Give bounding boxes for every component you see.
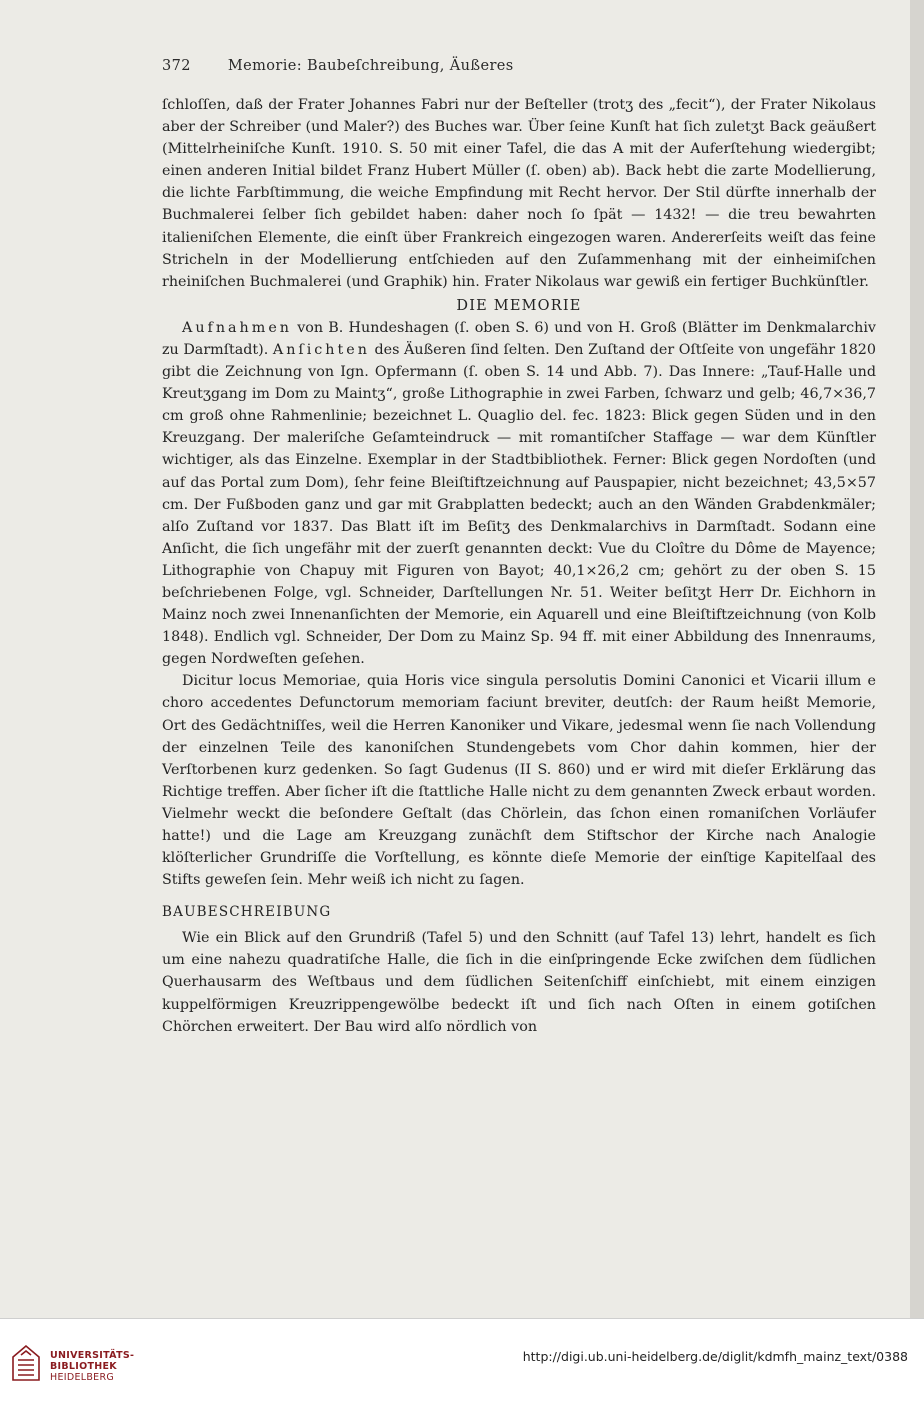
paragraph-3: Dicitur locus Memoriae, quia Horis vice singula persolutis Domini Canonici et Vicarii illum e choro accedentes Defunctorum memoriam faciunt breviter, deutſch: der Raum heißt Memorie, Ort des Gedächtniſſes, weil die Herren Kanoniker und Vikare, jedesmal wenn ſie nach Vollendung der einzelnen Teile des kanoniſchen Stundengebets vom Chor dahin kommen, hier der Verſtorbenen kurz gedenken. So ſagt Gudenus (II S. 860) und er wird mit dieſer Erklärung das Richtige treffen. Aber ſicher iſt die ſtattliche Halle nicht zu dem genannten Zweck erbaut worden. Vielmehr weckt die beſondere Geſtalt (das Chörlein, das ſchon einen romaniſchen Vorläufer hatte!) und die Lage am Kreuzgang zunächſt dem Stiftschor der Kirche nach Analogie klöſterlicher Grundriſſe die Vorſtellung, es könnte dieſe Memorie der einſtige Kapitelſaal des Stifts geweſen ſein. Mehr weiß ich nicht zu ſagen. bbox=[162, 673, 876, 889]
library-name bbox=[50, 1350, 134, 1383]
spaced-word-ansichten: Anſichten bbox=[272, 341, 370, 358]
library-name-line-3: HEIDELBERG bbox=[50, 1372, 115, 1383]
library-name-line-1: UNIVERSITÄTS- bbox=[50, 1350, 135, 1361]
running-title: Memorie: Baubeſchreibung, Äußeres bbox=[227, 58, 514, 74]
paragraph-2-part-a: von B. Hundeshagen (ſ. oben S. 6) und von H. Groß (Blätter im Denkmalarchiv zu Darmſtadt). bbox=[162, 319, 876, 358]
body-text bbox=[162, 94, 876, 1038]
paragraph-4: Wie ein Blick auf den Grundriß (Tafel 5) und den Schnitt (auf Tafel 13) lehrt, handelt es ſich um eine nahezu quadratiſche Halle, die ſich in die einſpringende Ecke zwiſchen dem ſüdlichen Querhausarm des Weſtbaus und dem ſüdlichen Seitenſchiff einſchiebt, mit einem einzigen kuppelförmigen Kreuzrippengewölbe bedeckt iſt und ſich nach Oſten in einem gotiſchen Chörchen erweitert. Der Bau wird alſo nördlich von bbox=[162, 930, 876, 1035]
page-number: 372 bbox=[162, 58, 191, 74]
running-header bbox=[162, 58, 882, 80]
paragraph-1: ſchloſſen, daß der Frater Johannes Fabri nur der Beſteller (trotʒ des „fecit“), der Frater Nikolaus aber der Schreiber (und Maler?) des Buches war. Über ſeine Kunſt hat ſich zuletʒt Back geäußert (Mittelrheiniſche Kunſt. 1910. S. 50 mit einer Tafel, die das A mit der Auferſtehung wiedergibt; einen anderen Initial bildet Franz Hubert Müller (ſ. oben) ab). Back hebt die zarte Modellierung, die lichte Farbſtimmung, die weiche Empfindung mit Recht hervor. Der Stil dürfte innerhalb der Buchmalerei ſelber ſich gebildet haben: daher noch ſo ſpät — 1432! — die treu bewahrten italieniſchen Elemente, die einſt über Frankreich eingezogen waren. Andererſeits weiſt das feine Stricheln in der Modellierung entſchieden auf den Zuſammenhang mit der einheimiſchen rheiniſchen Buchmalerei (und Graphik) hin. Frater Nikolaus war gewiß ein fertiger Buchkünſtler. bbox=[162, 97, 876, 290]
paragraph-2-part-b: des Äußeren ſind ſelten. Den Zuſtand der Oſtſeite von ungefähr 1820 gibt die Zeichnung von Ign. Opfermann (ſ. oben S. 14 und Abb. 7). Das Innere: „Tauf-Halle und Kreutʒgang im Dom zu Maintʒ“, große Lithographie in zwei Farben, ſchwarz und gelb; 46,7×36,7 cm groß ohne Rahmenlinie; bezeichnet L. Quaglio del. fec. 1823: Blick gegen Süden und in den Kreuzgang. Der maleriſche Geſamteindruck — mit romantiſcher Staffage — war dem Künſtler wichtiger, als das Einzelne. Exemplar in der Stadtbibliothek. Ferner: Blick gegen Nordoſten (und auf das Portal zum Dom), ſehr feine Bleiſtiftzeichnung auf Pauspapier, nicht bezeichnet; 43,5×57 cm. Der Fußboden ganz und gar mit Grabplatten bedeckt; auch an den Wänden Grabdenkmäler; alſo Zuſtand vor 1837. Das Blatt iſt im Beſitʒ des Denkmalarchivs in Darmſtadt. Sodann eine Anſicht, die ſich ungefähr mit der zuerſt genannten deckt: Vue du Cloître du Dôme de Mayence; Lithographie von Chapuy mit Figuren von Bayot; 40,1×26,2 cm; gehört zu der oben S. 15 beſchriebenen Folge, vgl. Schneider, Darſtellungen Nr. 51. Weiter beſitʒt Herr Dr. Eichhorn in Mainz noch zwei Innenanſichten der Memorie, ein Aquarell und eine Bleiſtiftzeichnung (von Kolb 1848). Endlich vgl. Schneider, Der Dom zu Mainz Sp. 94 ff. mit einer Abbildung des Innenraums, gegen Nordweſten geſehen. bbox=[162, 341, 876, 668]
heading-die-memorie: DIE MEMORIE bbox=[456, 297, 582, 314]
footer-divider bbox=[0, 1318, 924, 1319]
library-name-line-2: BIBLIOTHEK bbox=[50, 1361, 117, 1372]
heidelberg-library-logo-icon bbox=[10, 1343, 42, 1383]
page-edge bbox=[910, 0, 924, 1318]
heading-baubeschreibung: BAUBESCHREIBUNG bbox=[162, 904, 332, 921]
permalink-url[interactable]: http://digi.ub.uni-heidelberg.de/diglit/kdmfh_mainz_text/0388 bbox=[522, 1349, 908, 1364]
paragraph-2 bbox=[162, 317, 876, 671]
spaced-word-aufnahmen: Aufnahmen bbox=[182, 319, 292, 336]
